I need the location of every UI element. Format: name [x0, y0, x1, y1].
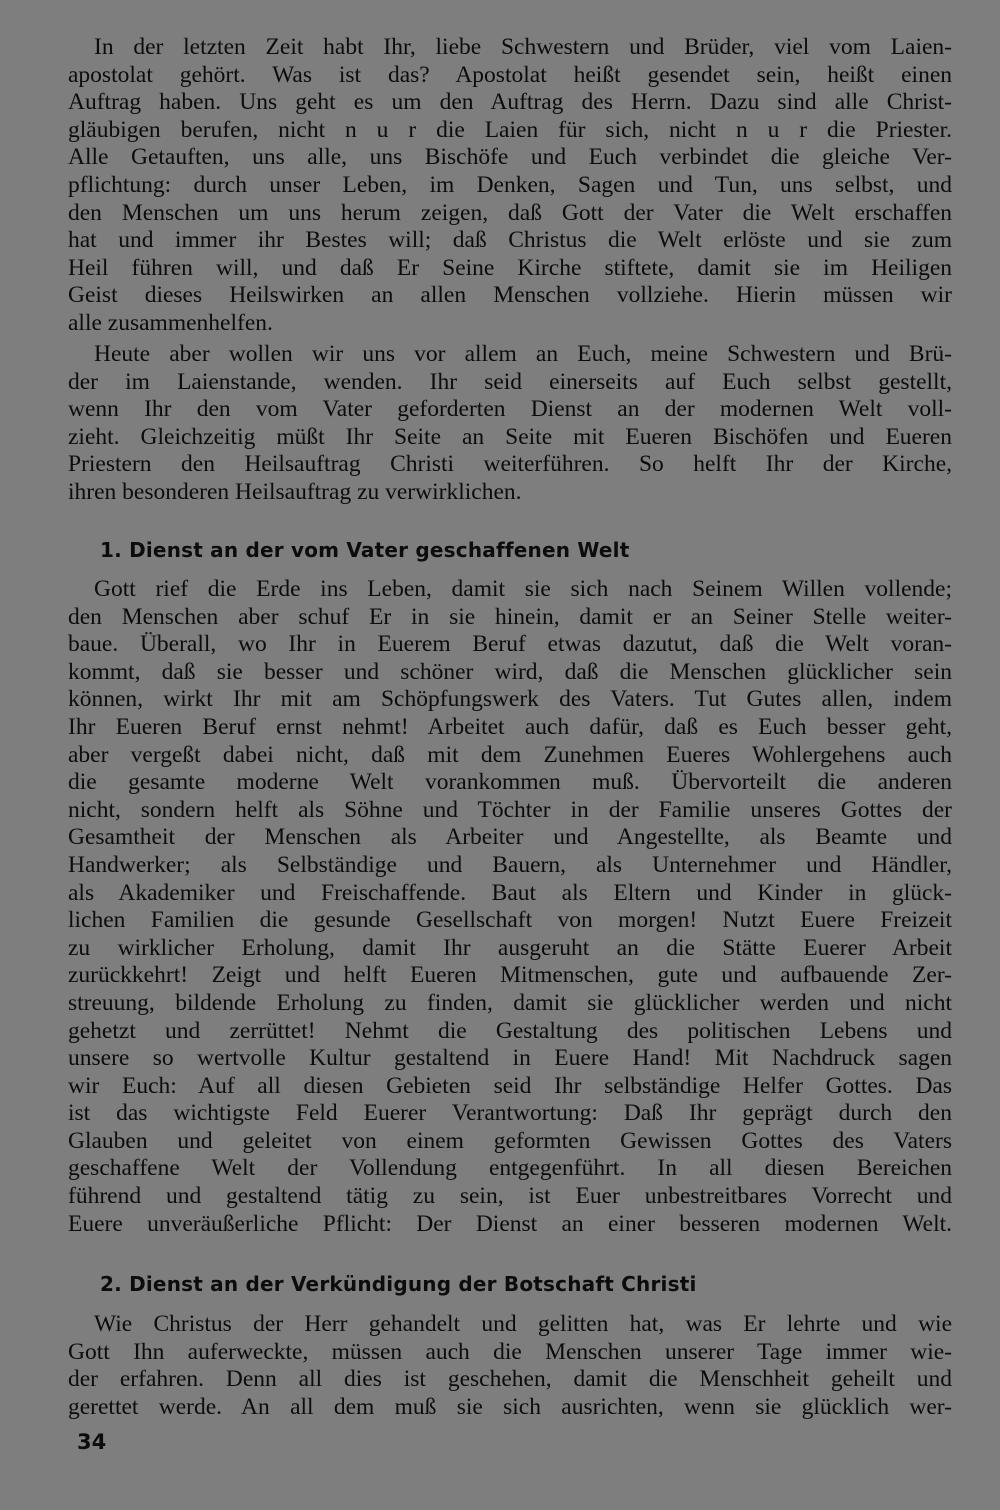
paragraph-4: [68, 1311, 952, 1421]
text-line: zu wirklicher Erholung, damit Ihr ausgeruht an die Stätte Euerer Arbeit: [68, 934, 952, 961]
text-line: apostolat gehört. Was ist das? Apostolat heißt gesendet sein, heißt einen: [68, 61, 952, 88]
text-line: kommt, daß sie besser und schöner wird, daß die Menschen glücklicher sein: [68, 658, 952, 685]
text-line: lichen Familien die gesunde Gesellschaft von morgen! Nutzt Euere Freizeit: [68, 907, 952, 934]
text-line: wenn Ihr den vom Vater geforderten Dienst an der modernen Welt voll-: [68, 396, 952, 423]
text-line: führend und gestaltend tätig zu sein, ist Euer unbestreitbares Vorrecht und: [68, 1183, 952, 1210]
text-line: Alle Getauften, uns alle, uns Bischöfe und Euch verbindet die gleiche Ver-: [68, 144, 952, 171]
text-line: Gott rief die Erde ins Leben, damit sie sich nach Seinem Willen vollende;: [94, 576, 952, 602]
text-line: wir Euch: Auf all diesen Gebieten seid Ihr selbständige Helfer Gottes. Das: [68, 1072, 952, 1099]
text-line: Geist dieses Heilswirken an allen Menschen vollziehe. Hierin müssen wir: [68, 282, 952, 309]
text-line: Priestern den Heilsauftrag Christi weiterführen. So helft Ihr der Kirche,: [68, 451, 952, 478]
paragraph-1: [68, 34, 952, 338]
text-line: den Menschen aber schuf Er in sie hinein, damit er an Seiner Stelle weiter-: [68, 603, 952, 630]
text-line: Heil führen will, und daß Er Seine Kirche stiftete, damit sie im Heiligen: [68, 254, 952, 281]
text-line: ist das wichtigste Feld Euerer Verantwortung: Daß Ihr geprägt durch den: [68, 1100, 952, 1127]
text-line: Gott Ihn auferweckte, müssen auch die Menschen unserer Tage immer wie-: [68, 1338, 952, 1365]
text-line: Handwerker; als Selbständige und Bauern, als Unternehmer und Händler,: [68, 851, 952, 878]
text-line: geschaffene Welt der Vollendung entgegenführt. In all diesen Bereichen: [68, 1155, 952, 1182]
text-line: gerettet werde. An all dem muß sie sich ausrichten, wenn sie glücklich wer-: [68, 1393, 952, 1420]
text-line: gläubigen berufen, nicht n u r die Laien für sich, nicht n u r die Priester.: [68, 116, 952, 143]
text-line: Auftrag haben. Uns geht es um den Auftrag des Herrn. Dazu sind alle Christ-: [68, 89, 952, 116]
text-line: ihren besonderen Heilsauftrag zu verwirklichen.: [68, 478, 522, 505]
text-line: nicht, sondern helft als Söhne und Töchter in der Familie unseres Gottes der: [68, 796, 952, 823]
text-line: hat und immer ihr Bestes will; daß Christus die Welt erlöste und sie zum: [68, 227, 952, 254]
section-heading-2: 2. Dienst an der Verkündigung der Botschaft Christi: [100, 1272, 697, 1296]
text-line: aber vergeßt dabei nicht, daß mit dem Zunehmen Eueres Wohlergehens auch: [68, 741, 952, 768]
text-line: Glauben und geleitet von einem geformten Gewissen Gottes des Vaters: [68, 1127, 952, 1154]
text-line: baue. Überall, wo Ihr in Euerem Beruf etwas dazutut, daß die Welt voran-: [68, 631, 952, 658]
text-line: zieht. Gleichzeitig müßt Ihr Seite an Seite mit Eueren Bischöfen und Eueren: [68, 423, 952, 450]
text-line: Ihr Eueren Beruf ernst nehmt! Arbeitet auch dafür, daß es Euch besser geht,: [68, 713, 952, 740]
text-line: streuung, bildende Erholung zu finden, damit sie glücklicher werden und nicht: [68, 989, 952, 1016]
text-line: Heute aber wollen wir uns vor allem an Euch, meine Schwestern und Brü-: [94, 341, 952, 367]
text-line: können, wirkt Ihr mit am Schöpfungswerk des Vaters. Tut Gutes allen, indem: [68, 686, 952, 713]
text-line: den Menschen um uns herum zeigen, daß Gott der Vater die Welt erschaffen: [68, 199, 952, 226]
text-line: der erfahren. Denn all dies ist geschehen, damit die Menschheit geheilt und: [68, 1366, 952, 1393]
text-line: Wie Christus der Herr gehandelt und gelitten hat, was Er lehrte und wie: [94, 1311, 952, 1337]
text-line: der im Laienstande, wenden. Ihr seid einerseits auf Euch selbst gestellt,: [68, 368, 952, 395]
section-heading-1: 1. Dienst an der vom Vater geschaffenen Welt: [100, 538, 630, 562]
text-line: gehetzt und zerrüttet! Nehmt die Gestaltung des politischen Lebens und: [68, 1017, 952, 1044]
paragraph-3: [68, 576, 952, 1238]
text-line: In der letzten Zeit habt Ihr, liebe Schwestern und Brüder, viel vom Laien-: [94, 34, 952, 60]
text-line: zurückkehrt! Zeigt und helft Eueren Mitmenschen, gute und aufbauende Zer-: [68, 962, 952, 989]
paragraph-2: [68, 341, 952, 507]
page-number: 34: [77, 1430, 107, 1454]
text-line: alle zusammenhelfen.: [68, 309, 273, 336]
text-line: unsere so wertvolle Kultur gestaltend in Euere Hand! Mit Nachdruck sagen: [68, 1045, 952, 1072]
text-line: Euere unveräußerliche Pflicht: Der Dienst an einer besseren modernen Welt.: [68, 1210, 952, 1237]
text-line: die gesamte moderne Welt vorankommen muß. Übervorteilt die anderen: [68, 769, 952, 796]
text-line: als Akademiker und Freischaffende. Baut als Eltern und Kinder in glück-: [68, 879, 952, 906]
text-line: pflichtung: durch unser Leben, im Denken, Sagen und Tun, uns selbst, und: [68, 171, 952, 198]
text-line: Gesamtheit der Menschen als Arbeiter und Angestellte, als Beamte und: [68, 824, 952, 851]
